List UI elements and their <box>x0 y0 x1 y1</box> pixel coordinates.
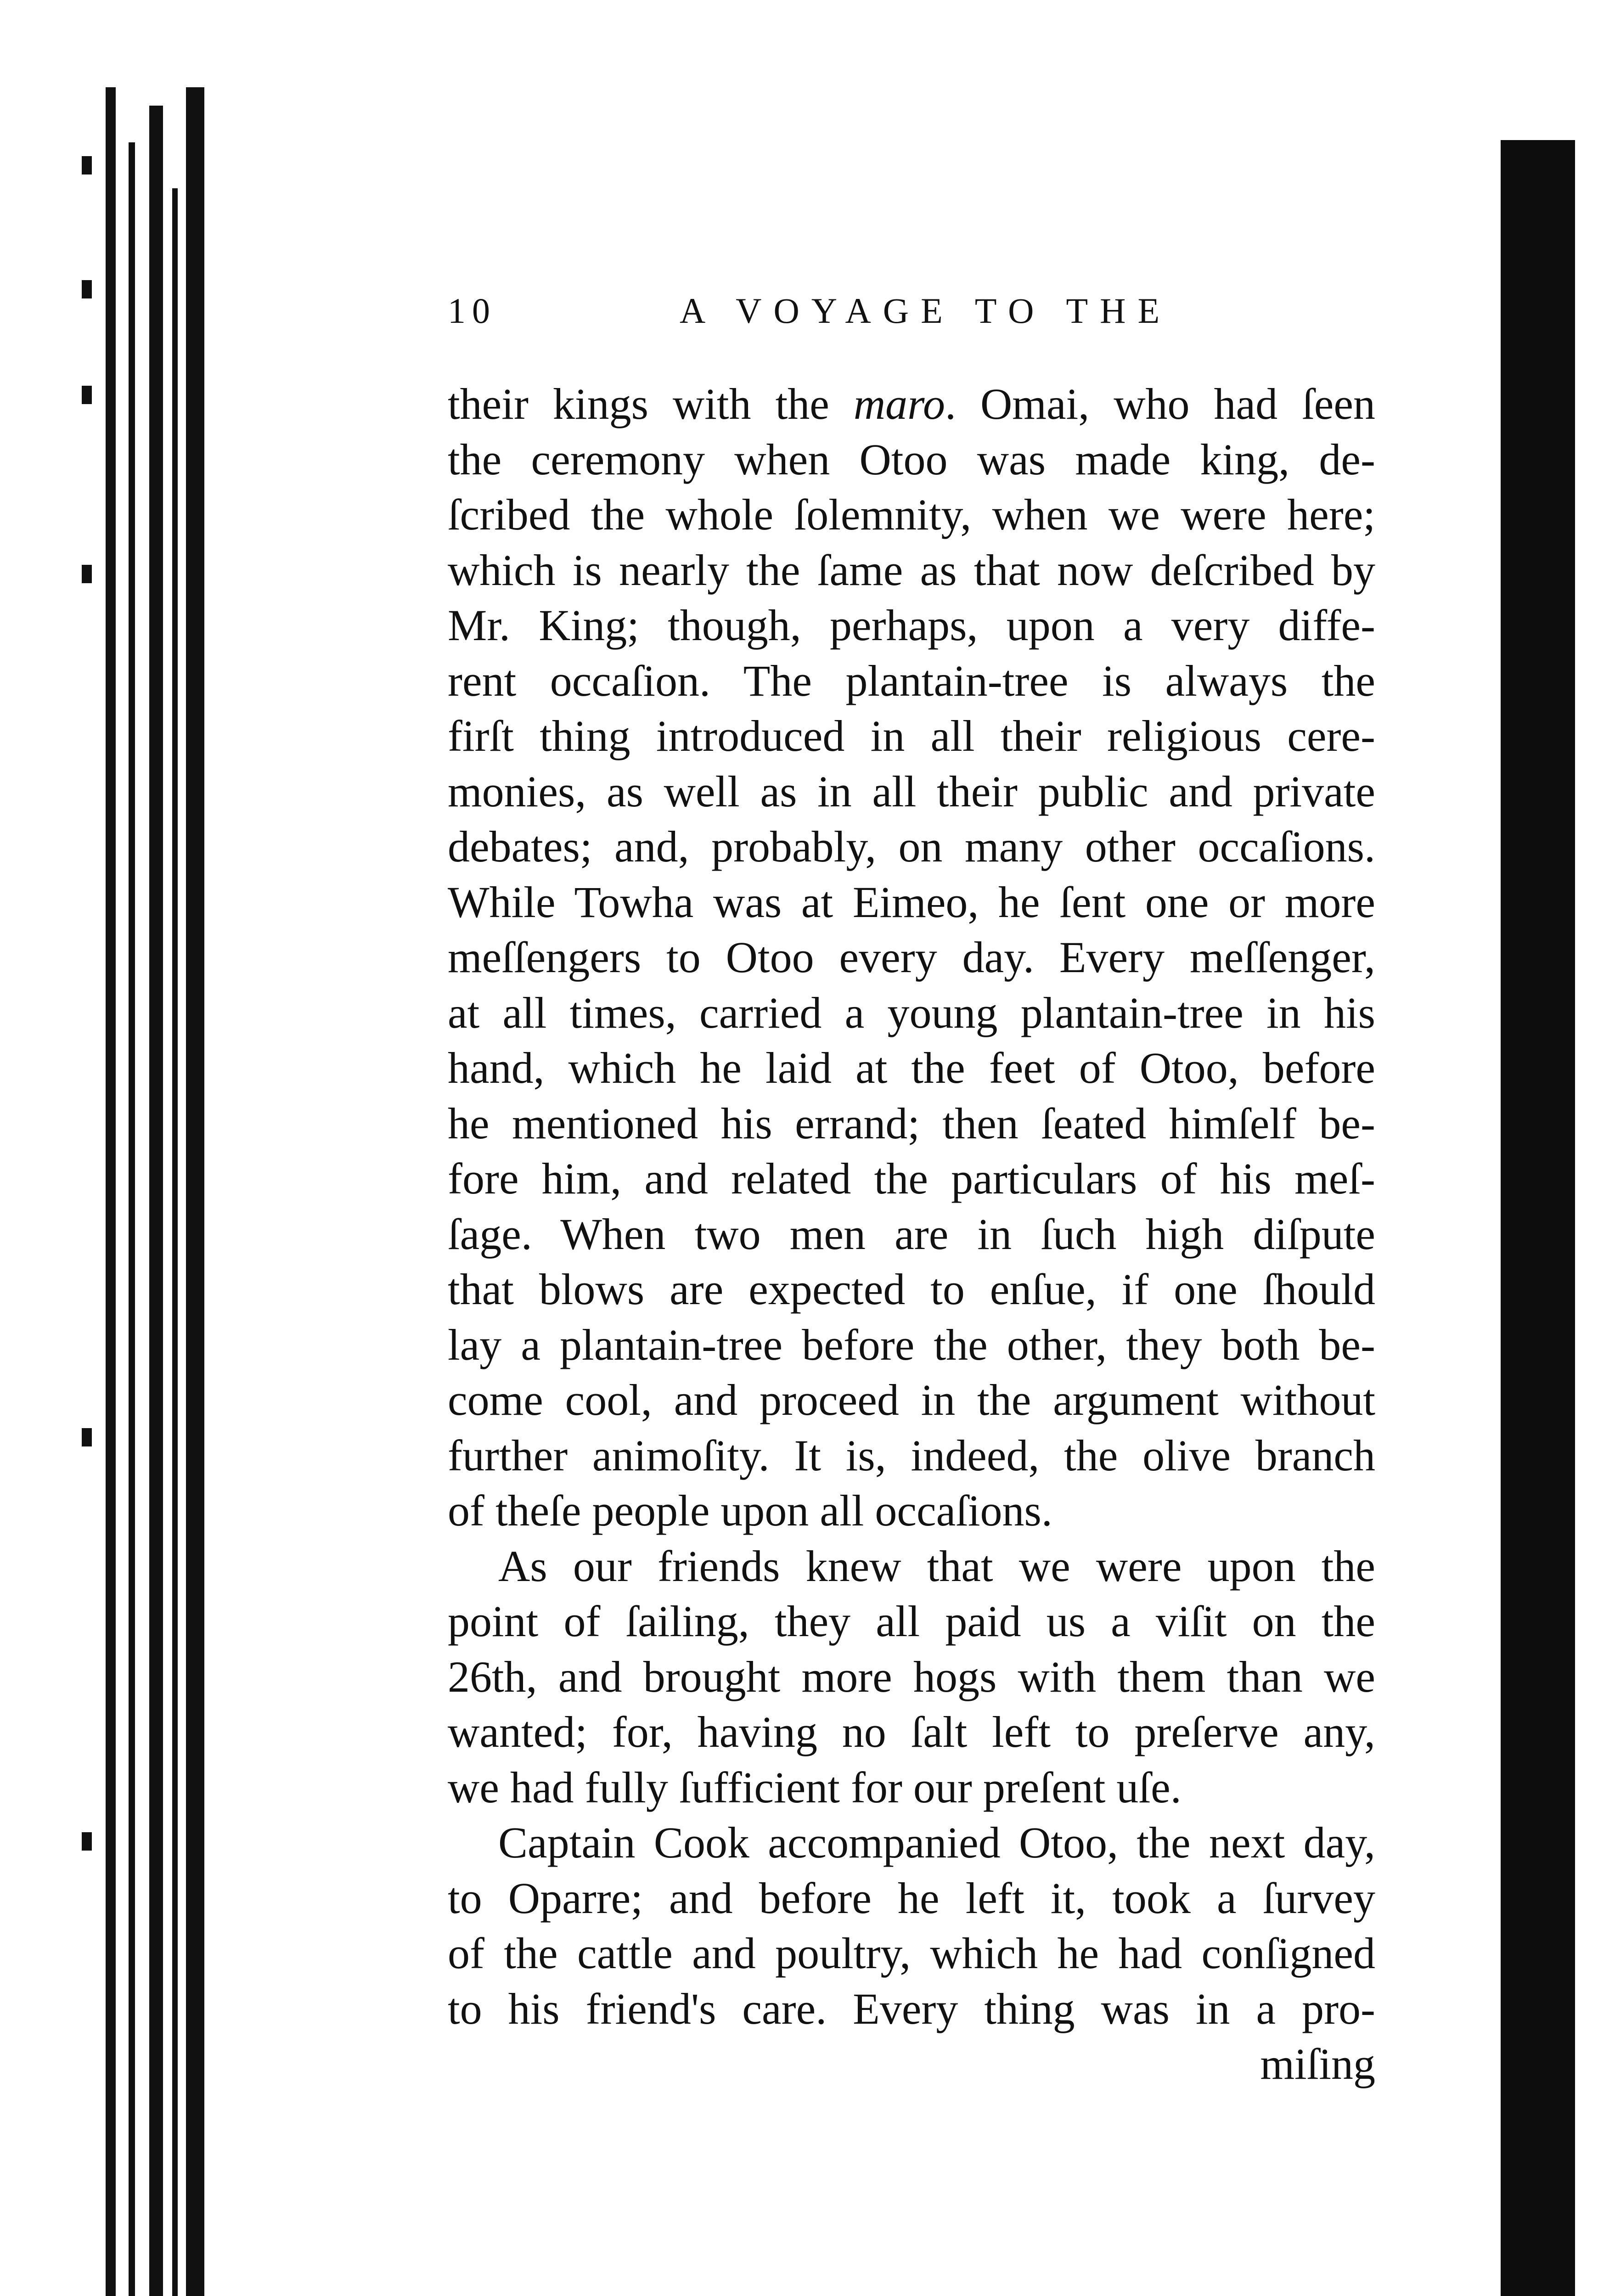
text-line: which is nearly the ſame as that now deſcribed by <box>448 545 1375 595</box>
scan-edge <box>1501 140 1575 2296</box>
text-line: firſt thing introduced in all their religious cere- <box>448 711 1375 760</box>
text-line: to Oparre; and before he left it, took a ſurvey <box>448 1873 1375 1923</box>
text-line: at all times, carried a young plantain-tree in his <box>448 988 1375 1037</box>
text-line: lay a plantain-tree before the other, they both be- <box>448 1320 1375 1369</box>
text-line: that blows are expected to enſue, if one ſhould <box>448 1265 1375 1314</box>
binding-gutter <box>87 87 207 2296</box>
text-line: ſage. When two men are in ſuch high diſpute <box>448 1209 1375 1259</box>
page-number: 10 <box>448 291 496 331</box>
text-line: Captain Cook accompanied Otoo, the next day, <box>498 1818 1375 1867</box>
gutter-shadow <box>149 106 163 2296</box>
text-line: of the cattle and poultry, which he had conſigned <box>448 1929 1375 1978</box>
gutter-shadow <box>106 87 116 2296</box>
gutter-mark <box>82 386 92 404</box>
gutter-shadow <box>129 142 135 2296</box>
text-line: meſſengers to Otoo every day. Every meſſenger, <box>448 933 1375 982</box>
text-line: of theſe people upon all occaſions. <box>448 1486 1052 1535</box>
gutter-shadow <box>172 188 178 2296</box>
text-line: ſcribed the whole ſolemnity, when we were here; <box>448 490 1375 539</box>
text-line: we had fully ſufficient for our preſent uſe. <box>448 1762 1182 1812</box>
gutter-mark <box>82 1428 92 1446</box>
text-line: As our friends knew that we were upon the <box>498 1541 1375 1591</box>
text-line: the ceremony when Otoo was made king, de- <box>448 434 1375 484</box>
text-line: rent occaſion. The plantain-tree is always the <box>448 656 1375 705</box>
gutter-mark <box>82 565 92 583</box>
text-line: to his friend's care. Every thing was in a pro- <box>448 1984 1375 2033</box>
gutter-mark <box>82 280 92 298</box>
text-line: debates; and, probably, on many other occaſions. <box>448 822 1375 871</box>
running-title: A VOYAGE TO THE <box>680 291 1172 331</box>
gutter-shadow <box>186 87 204 2296</box>
body-text <box>448 377 1375 2092</box>
text-line: their kings with the maro. Omai, who had ſeen <box>448 379 1376 428</box>
running-header <box>448 290 1366 345</box>
text-line: Mr. King; though, perhaps, upon a very diffe- <box>448 601 1375 650</box>
text-line: hand, which he laid at the feet of Otoo, before <box>448 1043 1375 1092</box>
catchword: miſing <box>1260 2039 1375 2088</box>
text-line: monies, as well as in all their public and private <box>448 766 1375 816</box>
text-line: point of ſailing, they all paid us a viſit on the <box>448 1597 1375 1646</box>
text-line: he mentioned his errand; then ſeated himſelf be- <box>448 1098 1375 1148</box>
italic-word: maro <box>853 379 945 428</box>
gutter-mark <box>82 156 92 174</box>
text-line: 26th, and brought more hogs with them than we <box>448 1652 1375 1701</box>
text-line: wanted; for, having no ſalt left to preſerve any, <box>448 1707 1375 1756</box>
gutter-mark <box>82 1832 92 1851</box>
text-line: While Towha was at Eimeo, he ſent one or more <box>448 877 1375 927</box>
text-line: fore him, and related the particulars of his meſ- <box>448 1154 1375 1203</box>
text-line: further animoſity. It is, indeed, the olive branch <box>448 1430 1375 1480</box>
text-line: come cool, and proceed in the argument without <box>448 1375 1375 1424</box>
